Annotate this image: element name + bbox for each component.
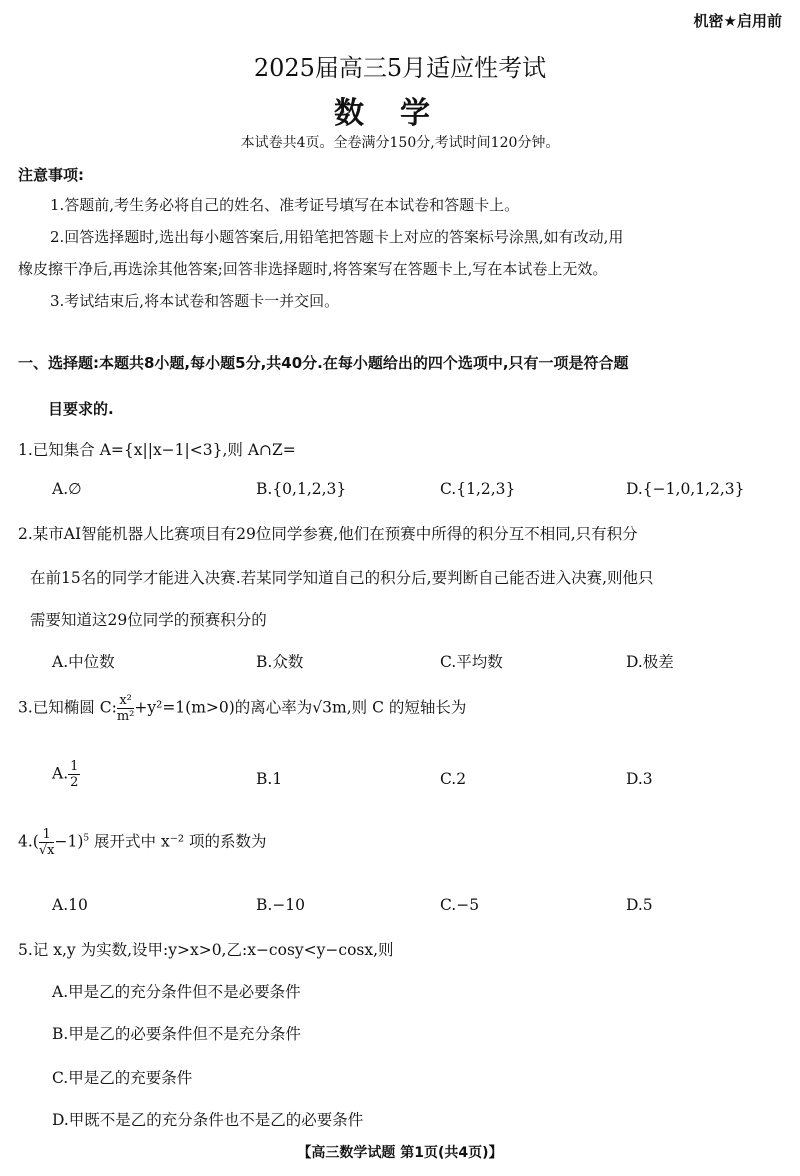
question-4-mid: −1) xyxy=(54,832,84,851)
question-5-option-a: A.甲是乙的充分条件但不是必要条件 xyxy=(52,983,301,1001)
notice-item-1: 1.答题前,考生务必将自己的姓名、准考证号填写在本试卷和答题卡上。 xyxy=(50,196,520,214)
question-3-option-a-denominator: 2 xyxy=(70,775,79,790)
question-3-option-a xyxy=(52,760,80,789)
question-4-fraction xyxy=(39,828,55,857)
question-4-exponent: 5 xyxy=(83,833,90,844)
question-4-stem xyxy=(18,828,267,857)
question-1-option-d: D.{−1,0,1,2,3} xyxy=(626,480,745,498)
question-2-line3: 需要知道这29位同学的预赛积分的 xyxy=(30,611,267,629)
question-4-option-b: B.−10 xyxy=(256,896,306,914)
question-2-option-a: A.中位数 xyxy=(52,653,115,671)
question-4-option-a: A.10 xyxy=(52,896,88,914)
page-footer: 【高三数学试题 第1页(共4页)】 xyxy=(297,1145,503,1161)
question-4-fraction-numerator: 1 xyxy=(39,828,55,843)
question-2-option-b: B.众数 xyxy=(256,653,304,671)
question-2-option-d: D.极差 xyxy=(626,653,674,671)
confidential-label: 机密★启用前 xyxy=(693,12,782,30)
question-2-line1: 2.某市AI智能机器人比赛项目有29位同学参赛,他们在预赛中所得的积分互不相同,只有积分 xyxy=(18,525,638,543)
notice-item-2-line1: 2.回答选择题时,选出每小题答案后,用铅笔把答题卡上对应的答案标号涂黑,如有改动,用 xyxy=(50,228,624,246)
question-1-option-b: B.{0,1,2,3} xyxy=(256,480,347,498)
question-3-option-a-label: A. xyxy=(52,764,69,783)
question-4-option-d: D.5 xyxy=(626,896,653,914)
question-1-option-c: C.{1,2,3} xyxy=(440,480,516,498)
exam-info: 本试卷共4页。全卷满分150分,考试时间120分钟。 xyxy=(240,135,560,151)
question-1-option-a: A.∅ xyxy=(52,480,82,498)
question-3-option-b: B.1 xyxy=(256,770,283,788)
question-2-line2: 在前15名的同学才能进入决赛.若某同学知道自己的积分后,要判断自己能否进入决赛,则他只 xyxy=(30,569,654,587)
question-4-prefix: 4.( xyxy=(18,832,39,851)
question-3-option-d: D.3 xyxy=(626,770,653,788)
question-4-option-c: C.−5 xyxy=(440,896,480,914)
section-heading-line1: 一、选择题:本题共8小题,每小题5分,共40分.在每小题给出的四个选项中,只有一项是符合题 xyxy=(18,354,629,372)
question-3-stem xyxy=(18,694,466,723)
notice-item-3: 3.考试结束后,将本试卷和答题卡一并交回。 xyxy=(50,292,340,310)
notice-heading: 注意事项: xyxy=(18,166,84,184)
question-5-option-b: B.甲是乙的必要条件但不是充分条件 xyxy=(52,1025,301,1043)
question-4-suffix: 展开式中 x⁻² 项的系数为 xyxy=(89,832,267,851)
question-5-option-c: C.甲是乙的充要条件 xyxy=(52,1069,193,1087)
question-3-option-a-fraction xyxy=(68,760,80,789)
exam-title: 2025届高三5月适应性考试 xyxy=(253,54,547,82)
question-3-fraction-denominator: m² xyxy=(116,709,135,724)
question-5-stem: 5.记 x,y 为实数,设甲:y>x>0,乙:x−cosy<y−cosx,则 xyxy=(18,941,394,959)
notice-item-2-line2: 橡皮擦干净后,再选涂其他答案;回答非选择题时,将答案写在答题卡上,写在本试卷上无效。 xyxy=(18,260,608,278)
question-5-option-d: D.甲既不是乙的充分条件也不是乙的必要条件 xyxy=(52,1111,364,1129)
question-3-prefix: 3.已知椭圆 C: xyxy=(18,698,117,717)
question-3-option-a-numerator: 1 xyxy=(70,759,79,774)
section-heading-line2: 目要求的. xyxy=(48,400,114,418)
question-3-suffix: +y²=1(m>0)的离心率为√3m,则 C 的短轴长为 xyxy=(134,698,467,717)
subject-title: 数学 xyxy=(334,96,466,131)
question-3-fraction xyxy=(117,694,135,723)
question-3-option-c: C.2 xyxy=(440,770,467,788)
question-1-stem: 1.已知集合 A={x||x−1|<3},则 A∩Z= xyxy=(18,441,296,459)
question-2-option-c: C.平均数 xyxy=(440,653,503,671)
question-3-fraction-numerator: x² xyxy=(117,694,135,709)
question-4-fraction-denominator: √x xyxy=(38,843,55,858)
